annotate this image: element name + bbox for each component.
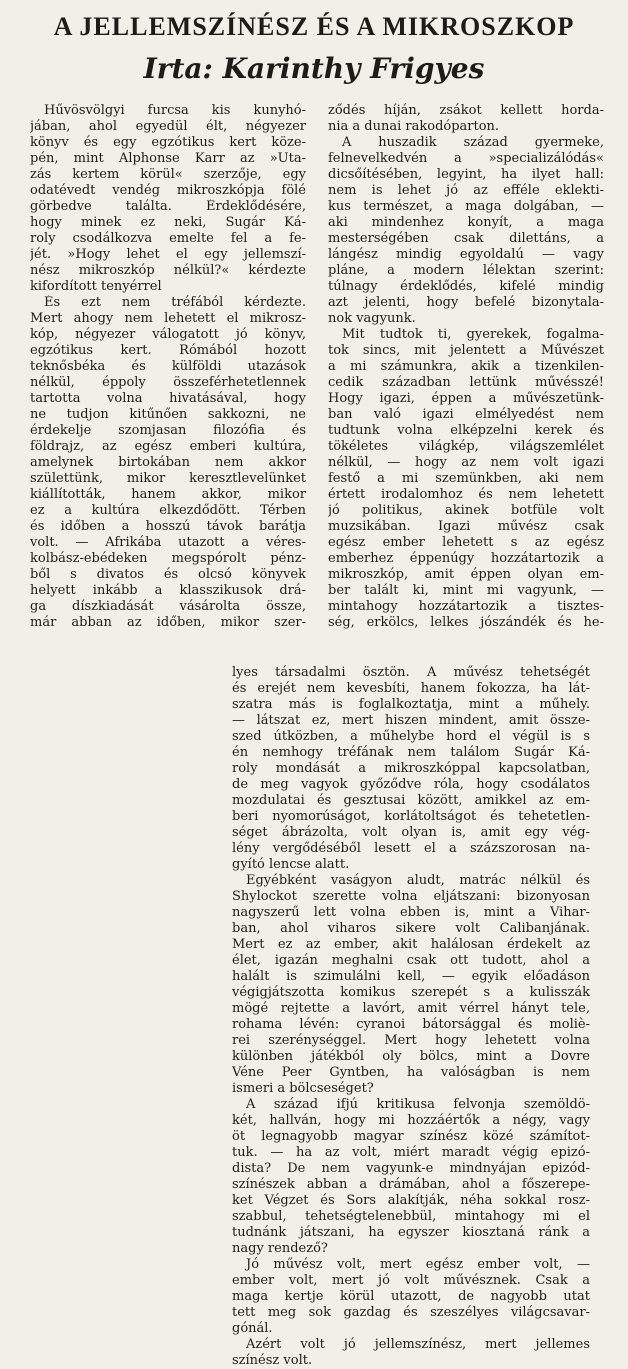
text-line: ember volt, mert jó volt művésznek. Csak a bbox=[232, 1273, 590, 1288]
text-line: nagy rendező? bbox=[232, 1241, 328, 1256]
text-line: és erejét nem kevesbíti, hanem fokozza, ha lát- bbox=[232, 681, 590, 696]
text-line: ződés híján, zsákot kellett horda- bbox=[328, 103, 604, 118]
text-line: én nemhogy tréfának nem találom Sugár Ká- bbox=[232, 745, 590, 760]
text-line: gónál. bbox=[232, 1321, 273, 1336]
text-line: roly csodálkozva emelte fel a fe- bbox=[30, 231, 306, 246]
text-line: rei szerénységgel. Mert hogy lehetett volna bbox=[232, 1033, 590, 1048]
text-line: ket Végzet és Sors alakítják, néha sokkal rosz- bbox=[232, 1193, 590, 1208]
text-line: tuk. — ha az volt, miért maradt végig epizó- bbox=[232, 1145, 590, 1160]
text-line: Azért volt jó jellemszínész, mert jellemes bbox=[246, 1337, 590, 1352]
text-line: lyes társadalmi ösztön. A művész tehetségét bbox=[232, 665, 590, 680]
text-line: Egyébként vaságyon aludt, matrác nélkül és bbox=[246, 873, 590, 888]
text-line: nem is lehet jó az efféle eklekti- bbox=[328, 183, 604, 198]
text-line: kolbász-ebédeken megspórolt pénz- bbox=[30, 551, 306, 566]
text-line: de meg vagyok győződve róla, hogy csodálatos bbox=[232, 777, 590, 792]
text-line: földrajz, az egész emberi kultúra, bbox=[30, 439, 306, 454]
text-line: ez a kultúra elkezdődött. Térben bbox=[30, 503, 306, 518]
text-line: színészek abban a drámában, ahol a főszerepe- bbox=[232, 1177, 590, 1192]
text-line: tett meg sok gazdag és szeszélyes világcsavar- bbox=[232, 1305, 590, 1320]
author-byline: Irta: Karinthy Frigyes bbox=[143, 52, 485, 85]
text-line: ség, erkölcs, lelkes jószándék és he- bbox=[328, 615, 604, 630]
text-line: helyett inkább a klasszikusok drá- bbox=[30, 583, 306, 598]
text-line: mikroszkóp, amit éppen olyan em- bbox=[328, 567, 604, 582]
text-line: Mit tudtok ti, gyerekek, fogalma- bbox=[342, 327, 604, 342]
text-line: ber talált ki, mint mi vagyunk, — bbox=[328, 583, 604, 598]
text-line: egész ember lehetett s az egész bbox=[328, 535, 604, 550]
text-line: dicsőítésében, legyint, ha ilyet hall: bbox=[328, 167, 604, 182]
text-line: ban való igazi elmélyedést nem bbox=[328, 407, 604, 422]
text-line: Shylockot szerette volna eljátszani: bizonyosan bbox=[232, 889, 590, 904]
text-line: jét. »Hogy lehet el egy jellemszí- bbox=[30, 247, 306, 262]
text-line: gyító lencse alatt. bbox=[232, 857, 350, 872]
text-line: ismeri a bölcseséget? bbox=[232, 1081, 374, 1096]
text-line: beri nyomorúságot, korlátoltságot és tehetetlen- bbox=[232, 809, 590, 824]
text-line: A huszadik század gyermeke, bbox=[342, 135, 604, 150]
text-line: cedik században lettünk művésszé! bbox=[328, 375, 604, 390]
text-line: kifordított tenyérrel bbox=[30, 279, 162, 294]
text-line: nok vagyunk. bbox=[328, 311, 416, 326]
text-column-left bbox=[30, 103, 306, 631]
text-line: séget ábrázolta, volt olyan is, amit egy vég- bbox=[232, 825, 590, 840]
text-line: ből s divatos és olcsó könyvek bbox=[30, 567, 306, 582]
text-line: aki mindenhez konyít, a maga bbox=[328, 215, 604, 230]
text-line: volt. — Afrikába utazott a véres- bbox=[30, 535, 306, 550]
text-line: élet, igazán meghalni csak ott tudott, ahol a bbox=[232, 953, 590, 968]
text-line: értett irodalomhoz és nem lehetett bbox=[328, 487, 604, 502]
text-line: túlnagy érdeklődés, kifelé mindig bbox=[328, 279, 604, 294]
text-line: két, hallván, hogy mi hozzáértők a négy, vagy bbox=[232, 1113, 590, 1128]
text-line: kóp, négyezer válogatott jó könyv, bbox=[30, 327, 306, 342]
text-line: a mi számunkra, akik a tizenkilen- bbox=[328, 359, 604, 374]
text-line: különben játékból oly bölcs, mint a Dovre bbox=[232, 1049, 590, 1064]
text-line: roly mondását a mikroszkóppal kapcsolatban, bbox=[232, 761, 590, 776]
text-line: A század ifjú kritikusa felvonja szemöldö- bbox=[246, 1097, 590, 1112]
text-line: És ezt nem tréfából kérdezte. bbox=[44, 295, 306, 310]
text-line: szatra más is foglalkoztatja, mint a műhely. bbox=[232, 697, 590, 712]
text-line: muzsikában. Igazi művész csak bbox=[328, 519, 604, 534]
text-line: öt legnagyobb magyar színész közé számítot- bbox=[232, 1129, 590, 1144]
text-line: ne tudjon kitűnően sakkozni, ne bbox=[30, 407, 306, 422]
text-line: ban, ahol viharos sikere volt Calibanjának. bbox=[232, 921, 590, 936]
text-line: jó politikus, akinek botfüle volt bbox=[328, 503, 604, 518]
text-line: Jó művész volt, mert egész ember volt, — bbox=[246, 1257, 590, 1272]
text-line: zás kertem körül« szerzője, egy bbox=[30, 167, 306, 182]
text-line: szed útközben, a műhelybe hord el végül is s bbox=[232, 729, 590, 744]
text-line: színész volt. bbox=[232, 1353, 313, 1368]
text-line: festő a mi szemünkben, aki nem bbox=[328, 471, 604, 486]
text-line: felnevelkedvén a »specializálódás« bbox=[328, 151, 604, 166]
text-line: Hogy igazi, éppen a művészetünk- bbox=[328, 391, 604, 406]
text-line: pláne, a modern lélektan szerint: bbox=[328, 263, 604, 278]
text-line: dista? De nem vagyunk-e mindnyájan epizód- bbox=[232, 1161, 590, 1176]
text-line: ga díszkiadását vásárolta össze, bbox=[30, 599, 306, 614]
text-line: lény vergődéséből lesett el a százszorosan na- bbox=[232, 841, 590, 856]
text-line: kiállították, hanem akkor, mikor bbox=[30, 487, 306, 502]
text-line: tok sincs, mit jelentett a Művészet bbox=[328, 343, 604, 358]
text-line: jában, ahol egyedül élt, négyezer bbox=[30, 119, 306, 134]
text-line: Mert ez az ember, akit halálosan érdekelt az bbox=[232, 937, 590, 952]
text-line: pén, mint Alphonse Karr az »Uta- bbox=[30, 151, 306, 166]
text-line: nia a dunai rakodóparton. bbox=[328, 119, 500, 134]
text-line: — látszat ez, mert hiszen mindent, amit össze- bbox=[232, 713, 590, 728]
text-line: Mert ahogy nem lehetett el mikrosz- bbox=[30, 311, 306, 326]
text-column-bottom bbox=[232, 665, 590, 1369]
text-line: amelynek birtokában nem akkor bbox=[30, 455, 306, 470]
text-line: Hűvösvölgyi furcsa kis kunyhó- bbox=[44, 103, 306, 118]
text-line: szabbul, tehetségtelenebbül, mintahogy mi el bbox=[232, 1209, 590, 1224]
text-line: odatévedt vendég mikroszkópja fölé bbox=[30, 183, 306, 198]
article-title: A JELLEMSZÍNÉSZ ÉS A MIKROSZKOP bbox=[53, 12, 575, 41]
text-line: egzótikus kert. Rómából hozott bbox=[30, 343, 306, 358]
text-line: mesterségében csak dilettáns, a bbox=[328, 231, 604, 246]
text-line: tartotta volna hivatásával, hogy bbox=[30, 391, 306, 406]
text-line: tökéletes világkép, világszemlélet bbox=[328, 439, 604, 454]
text-line: azt jelenti, hogy befelé bizonytala- bbox=[328, 295, 604, 310]
text-line: halált is szimulálni kell, — egyik előadáson bbox=[232, 969, 590, 984]
text-line: nagyszerű lett volna ebben is, mint a Vihar- bbox=[232, 905, 590, 920]
text-line: maga kertje körül utazott, de nagyobb utat bbox=[232, 1289, 590, 1304]
text-line: nélkül, — hogy az nem volt igazi bbox=[328, 455, 604, 470]
text-line: mintahogy hozzátartozik a tisztes- bbox=[328, 599, 604, 614]
text-line: tudnánk játszani, ha egyszer kiosztaná ránk a bbox=[232, 1225, 590, 1240]
text-line: emberhez éppenúgy hozzátartozik a bbox=[328, 551, 604, 566]
text-line: érdekelje szomjasan filozófia és bbox=[30, 423, 306, 438]
text-line: születtünk, mikor keresztlevelünket bbox=[30, 471, 306, 486]
text-line: Véne Peer Gyntben, ha valóságban is nem bbox=[232, 1065, 590, 1080]
text-line: tudtunk volna elképzelni kerek és bbox=[328, 423, 604, 438]
text-line: teknősbéka és külföldi utazások bbox=[30, 359, 306, 374]
text-line: kus természet, a maga dolgában, — bbox=[328, 199, 604, 214]
text-line: mögé rejtette a lavórt, amit vérrel hányt tele, bbox=[232, 1001, 590, 1016]
text-line: végigjátszotta komikus szerepét s a kulisszák bbox=[232, 985, 590, 1000]
text-line: rohama lévén: cyranoi bátorsággal és moliè- bbox=[232, 1017, 590, 1032]
text-line: már abban az időben, mikor szer- bbox=[30, 615, 306, 630]
text-column-right bbox=[328, 103, 604, 631]
text-line: görbedve találta. Érdeklődésére, bbox=[30, 199, 306, 214]
text-line: hogy minek ez neki, Sugár Ká- bbox=[30, 215, 306, 230]
text-line: mozdulatai és gesztusai között, amikkel az em- bbox=[232, 793, 590, 808]
text-line: nélkül, éppoly összeférhetetlennek bbox=[30, 375, 306, 390]
text-line: lángész mindig egyoldalú — vagy bbox=[328, 247, 604, 262]
text-line: és időben a hosszú távok barátja bbox=[30, 519, 306, 534]
text-line: könyv és egy egzótikus kert köze- bbox=[30, 135, 306, 150]
text-line: nész mikroszkóp nélkül?« kérdezte bbox=[30, 263, 306, 278]
